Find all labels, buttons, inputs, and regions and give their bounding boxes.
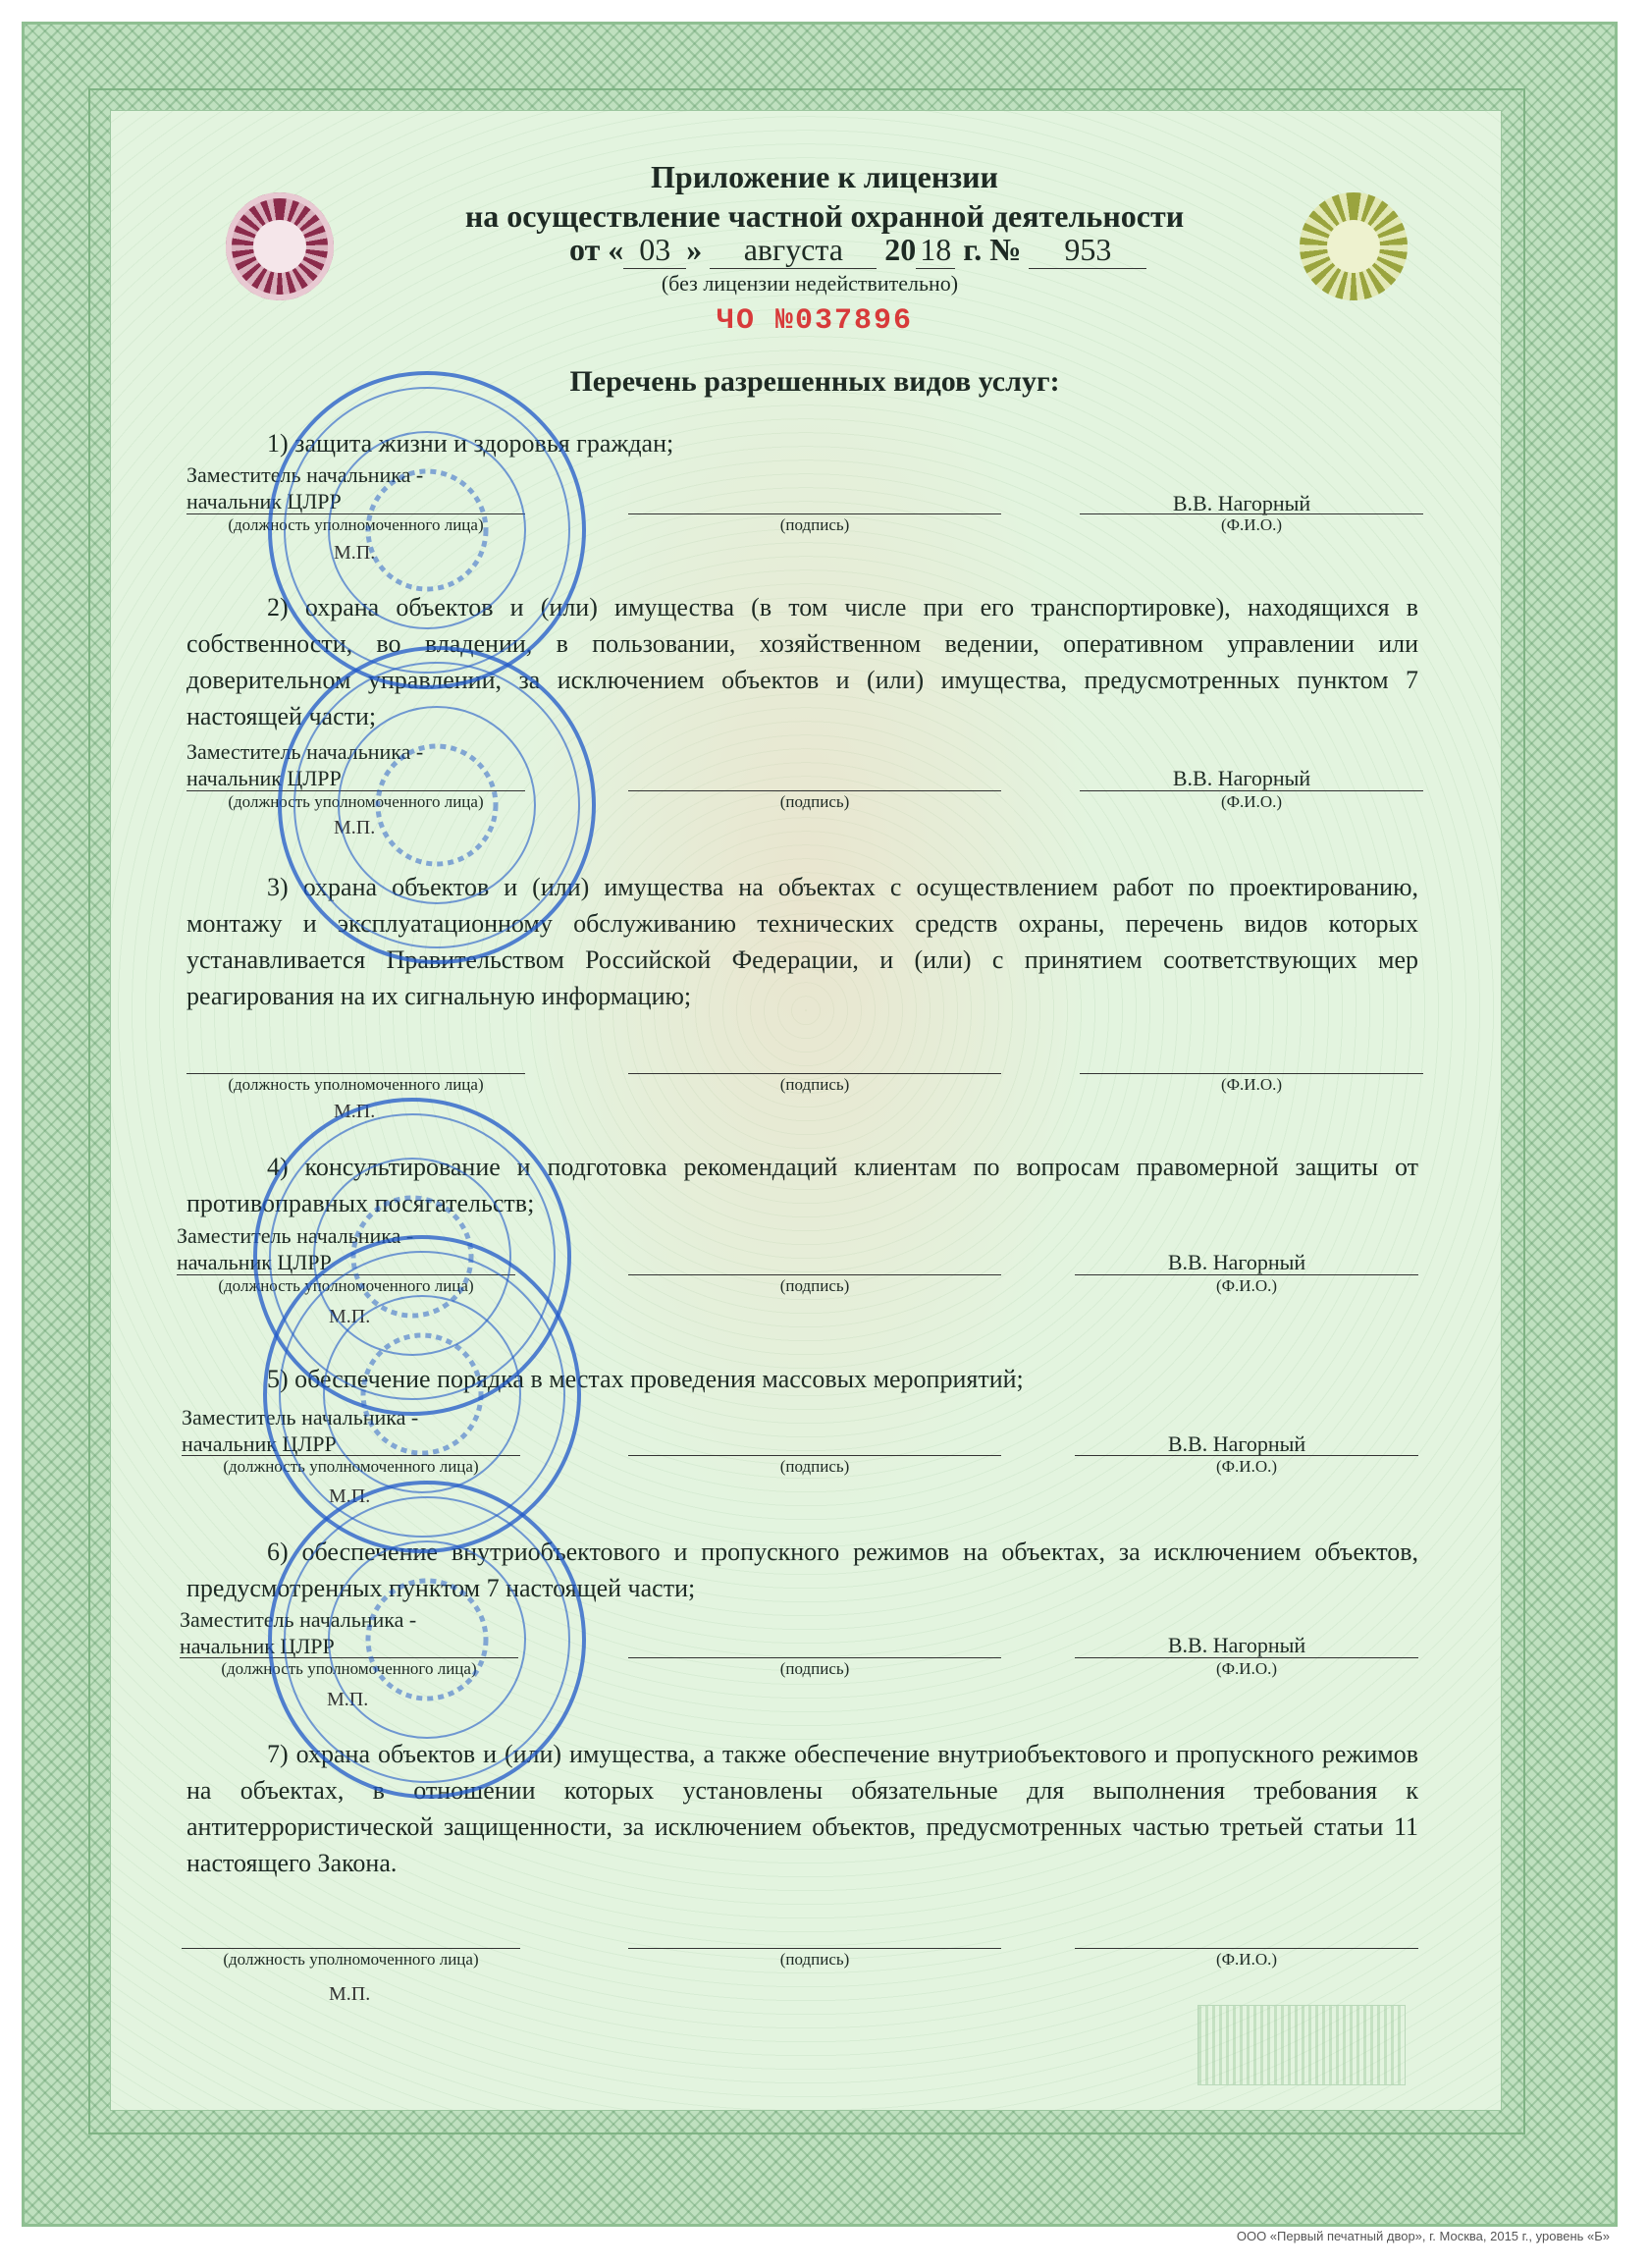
date-month: августа bbox=[710, 232, 877, 269]
name-caption-2: (Ф.И.О.) bbox=[1220, 792, 1283, 811]
signer-name-1: В.В. Нагорный bbox=[1172, 491, 1311, 515]
service-number: 7) bbox=[267, 1740, 289, 1768]
service-number: 4) bbox=[267, 1153, 289, 1181]
position-caption-6: (должность уполномоченного лица) bbox=[221, 1659, 477, 1678]
signer-name-4: В.В. Нагорный bbox=[1167, 1250, 1306, 1274]
official-seal-stamp bbox=[255, 1478, 599, 1802]
position-caption-4: (должность уполномоченного лица) bbox=[218, 1276, 474, 1295]
service-number: 3) bbox=[267, 873, 289, 901]
position-line1: Заместитель начальника - bbox=[186, 739, 424, 764]
name-caption-3: (Ф.И.О.) bbox=[1220, 1075, 1283, 1094]
signature-caption-1: (подпись) bbox=[779, 515, 850, 534]
name-caption-4: (Ф.И.О.) bbox=[1215, 1276, 1278, 1295]
service-number: 5) bbox=[267, 1365, 289, 1393]
name-caption-6: (Ф.И.О.) bbox=[1215, 1659, 1278, 1678]
service-text: обеспечение порядка в местах проведения массовых мероприятий; bbox=[294, 1365, 1024, 1393]
seal-place-3: М.П. bbox=[334, 1101, 376, 1122]
validity-note: (без лицензии недействительно) bbox=[661, 271, 959, 296]
service-number: 6) bbox=[267, 1538, 289, 1566]
service-text: охрана объектов и (или) имущества (в том числе при его транспортировке), находящихся в собственности, во владении, в пользовании, хозяйственном ведении, оперативном управлении или доверительном управлении, за исключением объектов и (или) имущества, предусмотренных пунктом 7 настоящей части; bbox=[186, 593, 1419, 730]
date-year-prefix: 20 bbox=[884, 232, 917, 267]
position-line1: Заместитель начальника - bbox=[186, 462, 424, 487]
signature-caption-6: (подпись) bbox=[779, 1659, 850, 1678]
header-title-line2: на осуществление частной охранной деятельности bbox=[464, 198, 1185, 234]
number-sign: № bbox=[989, 232, 1022, 267]
name-caption-5: (Ф.И.О.) bbox=[1215, 1457, 1278, 1476]
form-serial-number: ЧО №037896 bbox=[716, 304, 914, 338]
service-text: обеспечение внутриобъектового и пропускного режимов на объектах, за исключением объектов, предусмотренных пунктом 7 настоящей части; bbox=[186, 1538, 1418, 1602]
position-line1: Заместитель начальника - bbox=[180, 1607, 417, 1632]
seal-place-1: М.П. bbox=[334, 542, 376, 564]
position-line2: начальник ЦЛРР bbox=[186, 766, 342, 790]
signer-name-2: В.В. Нагорный bbox=[1172, 766, 1311, 790]
position-caption-5: (должность уполномоченного лица) bbox=[223, 1457, 479, 1476]
service-text: охрана объектов и (или) имущества на объектах с осуществлением работ по проектированию, монтажу и эксплуатационному обслуживанию технических средств охраны, перечень видов которых устанавливается Правительством Российской Федерации, и (или) с принятием соответствующих мер реагирования на их сигнальную информацию; bbox=[186, 873, 1418, 1010]
position-caption-3: (должность уполномоченного лица) bbox=[228, 1075, 484, 1094]
service-text: консультирование и подготовка рекомендаций клиентам по вопросам правомерной защиты от противоправных посягательств; bbox=[186, 1153, 1418, 1217]
header-title-line1: Приложение к лицензии bbox=[651, 159, 998, 194]
seal-place-2: М.П. bbox=[334, 817, 376, 838]
date-prefix: от « bbox=[569, 232, 624, 267]
date-close-quote: » bbox=[686, 232, 703, 267]
date-day: 03 bbox=[623, 232, 686, 269]
position-caption-7: (должность уполномоченного лица) bbox=[223, 1950, 479, 1969]
license-number: 953 bbox=[1029, 232, 1146, 269]
date-year-unit: г. bbox=[963, 232, 983, 267]
name-caption-7: (Ф.И.О.) bbox=[1215, 1950, 1278, 1969]
position-caption-1: (должность уполномоченного лица) bbox=[228, 515, 484, 534]
official-seal-stamp bbox=[265, 643, 609, 967]
name-caption-1: (Ф.И.О.) bbox=[1220, 515, 1283, 534]
service-number: 2) bbox=[267, 593, 289, 621]
service-text: защита жизни и здоровья граждан; bbox=[294, 429, 674, 458]
position-line2: начальник ЦЛРР bbox=[177, 1250, 332, 1274]
position-line2: начальник ЦЛРР bbox=[180, 1634, 335, 1658]
signature-caption-2: (подпись) bbox=[779, 792, 850, 811]
date-year-suffix: 18 bbox=[916, 232, 955, 269]
license-date-line bbox=[569, 232, 1146, 269]
security-pattern-box bbox=[1197, 2005, 1406, 2085]
seal-place-5: М.П. bbox=[329, 1485, 371, 1507]
seal-place-7: М.П. bbox=[329, 1983, 371, 2005]
services-list-title: Перечень разрешенных видов услуг: bbox=[569, 365, 1060, 398]
service-text: охрана объектов и (или) имущества, а также обеспечение внутриобъектового и пропускного режимов на объектах, в отношении которых установлены обязательные для выполнения требования к антитеррористической защищенности, за исключением объектов, предусмотренных частью третьей статьи 11 настоящего Закона. bbox=[186, 1740, 1418, 1877]
position-line2: начальник ЦЛРР bbox=[186, 489, 342, 513]
seal-place-4: М.П. bbox=[329, 1306, 371, 1327]
service-number: 1) bbox=[267, 429, 289, 458]
signature-caption-4: (подпись) bbox=[779, 1276, 850, 1295]
signature-caption-5: (подпись) bbox=[779, 1457, 850, 1476]
position-line2: начальник ЦЛРР bbox=[182, 1431, 337, 1456]
signer-name-6: В.В. Нагорный bbox=[1167, 1633, 1306, 1657]
printer-imprint: ООО «Первый печатный двор», г. Москва, 2015 г., уровень «Б» bbox=[1236, 2229, 1610, 2243]
signature-caption-7: (подпись) bbox=[779, 1950, 850, 1969]
signature-caption-3: (подпись) bbox=[779, 1075, 850, 1094]
seal-place-6: М.П. bbox=[327, 1689, 369, 1710]
position-line1: Заместитель начальника - bbox=[177, 1223, 414, 1248]
position-line1: Заместитель начальника - bbox=[182, 1405, 419, 1430]
position-caption-2: (должность уполномоченного лица) bbox=[228, 792, 484, 811]
signer-name-5: В.В. Нагорный bbox=[1167, 1431, 1306, 1456]
